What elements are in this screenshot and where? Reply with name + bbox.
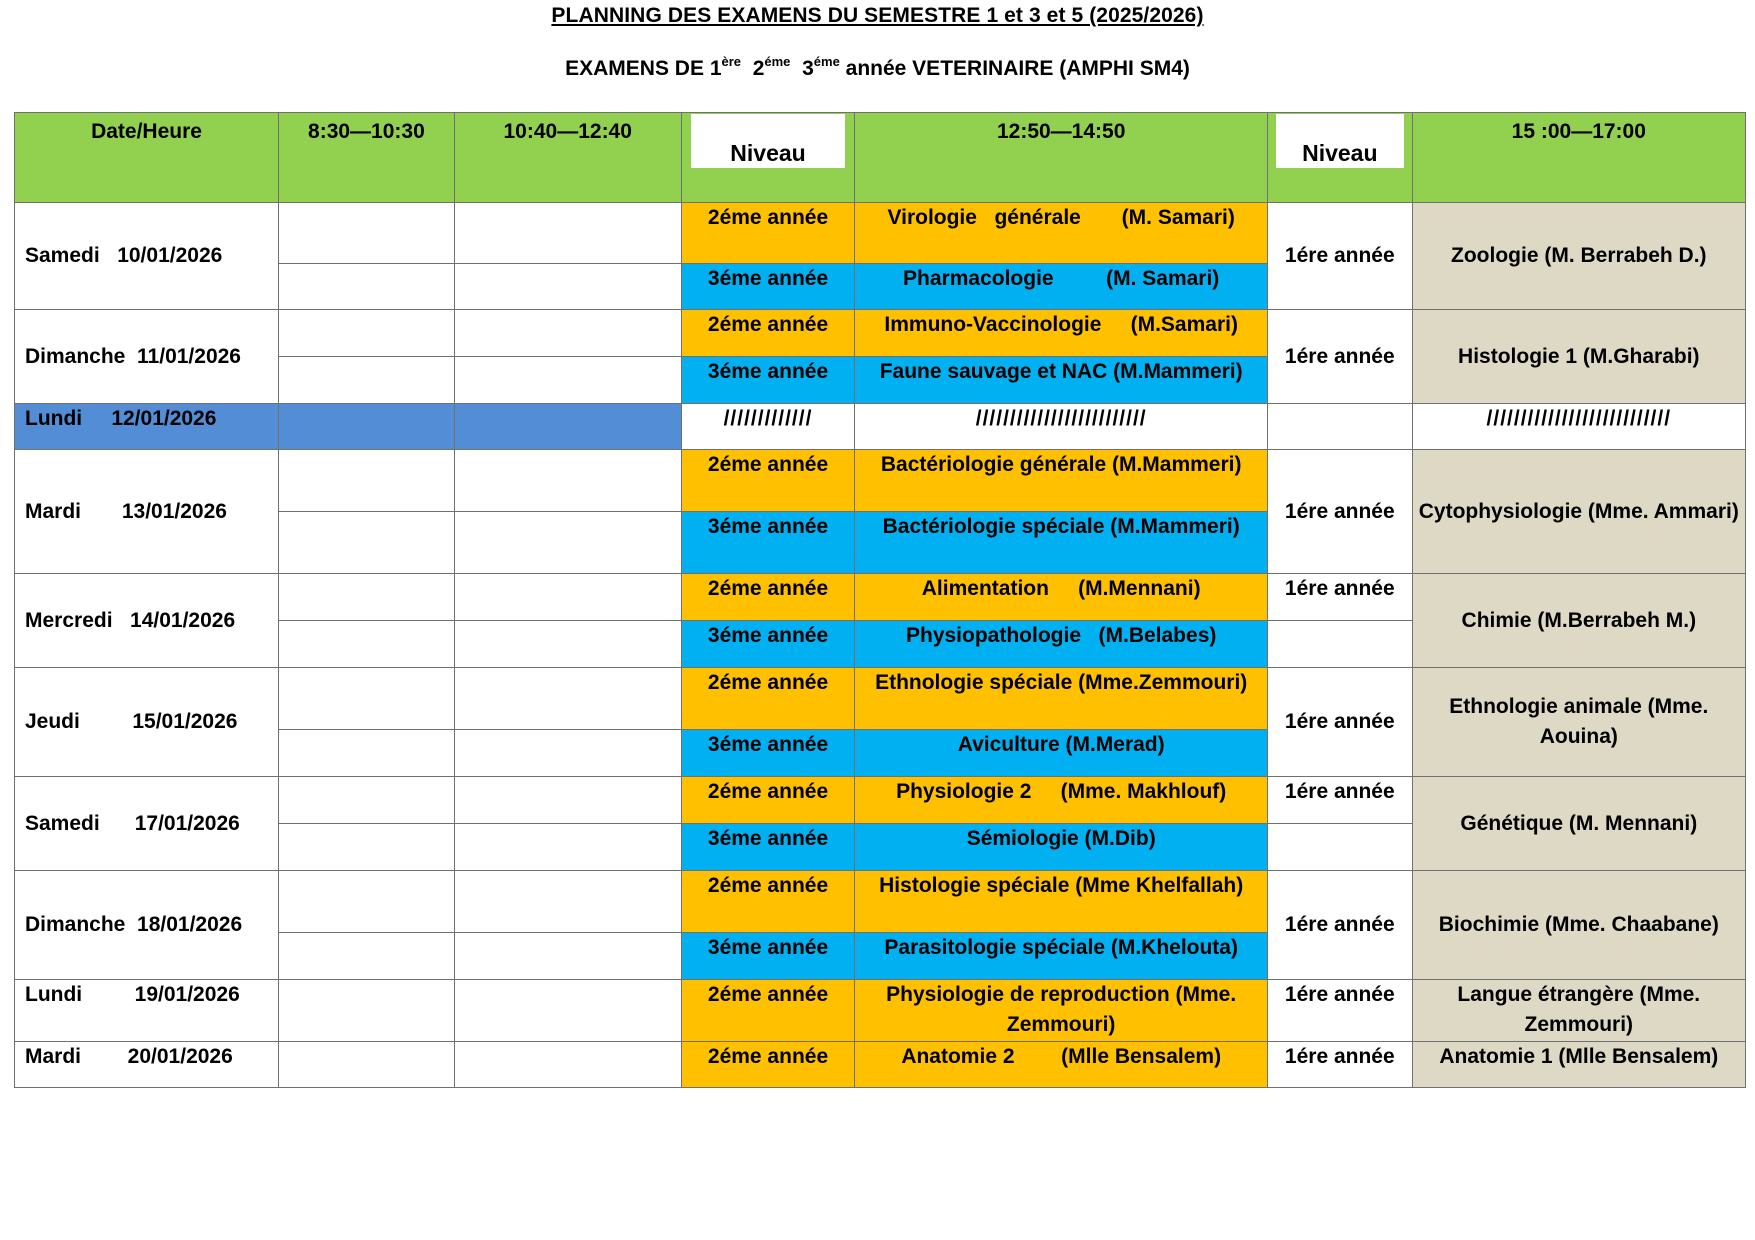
empty-cell (454, 404, 681, 450)
exam-cell: Pharmacologie (M. Samari) (855, 264, 1268, 310)
day-date: Mardi 20/01/2026 (15, 1042, 279, 1088)
exam-cell: Biochimie (Mme. Chaabane) (1412, 871, 1745, 980)
level-cell: 2éme année (681, 574, 855, 621)
level-cell: 3éme année (681, 933, 855, 980)
empty-cell (1268, 621, 1413, 668)
empty-cell (454, 621, 681, 668)
header-row (15, 113, 1746, 203)
header-slot-4: 15 :00—17:00 (1412, 113, 1745, 203)
empty-cell (454, 668, 681, 730)
table-row (15, 203, 1746, 264)
level-cell: 1ére année (1268, 668, 1413, 777)
empty-cell (279, 824, 455, 871)
table-row (15, 1042, 1746, 1088)
empty-cell (1268, 824, 1413, 871)
slash-cell: ///////////// (681, 404, 855, 450)
level-cell: 1ére année (1268, 310, 1413, 404)
exam-cell: Physiologie 2 (Mme. Makhlouf) (855, 777, 1268, 824)
exam-cell: Parasitologie spéciale (M.Khelouta) (855, 933, 1268, 980)
empty-cell (454, 512, 681, 574)
page-subtitle: EXAMENS DE 1ère $2^{éme}$ $3^{éme}$ année VETERINAIRE (AMPHI SM4) (565, 54, 1190, 80)
slash-cell: /////////////////////////// (1412, 404, 1745, 450)
day-date: Lundi 12/01/2026 (15, 404, 279, 450)
exam-cell: Aviculture (M.Merad) (855, 730, 1268, 777)
exam-schedule-table (14, 112, 1746, 1088)
empty-cell (279, 264, 455, 310)
empty-cell (454, 357, 681, 404)
exam-cell: Ethnologie spéciale (Mme.Zemmouri) (855, 668, 1268, 730)
day-date: Dimanche 18/01/2026 (15, 871, 279, 980)
level-cell: 2éme année (681, 871, 855, 933)
level-cell: 2éme année (681, 203, 855, 264)
empty-cell (279, 871, 455, 933)
level-cell: 3éme année (681, 730, 855, 777)
day-date: Mardi 13/01/2026 (15, 450, 279, 574)
table-row (15, 574, 1746, 621)
header-slot-2: 10:40—12:40 (454, 113, 681, 203)
empty-cell (279, 357, 455, 404)
exam-cell: Ethnologie animale (Mme. Aouina) (1412, 668, 1745, 777)
exam-cell: Bactériologie générale (M.Mammeri) (855, 450, 1268, 512)
level-cell: 3éme année (681, 512, 855, 574)
empty-cell (454, 203, 681, 264)
level-cell: 1ére année (1268, 980, 1413, 1042)
empty-cell (279, 980, 455, 1042)
exam-cell: Virologie générale (M. Samari) (855, 203, 1268, 264)
header-slot-1: 8:30—10:30 (279, 113, 455, 203)
exam-cell: Zoologie (M. Berrabeh D.) (1412, 203, 1745, 310)
empty-cell (279, 310, 455, 357)
empty-cell (454, 933, 681, 980)
header-niveau-right: Niveau (1268, 113, 1413, 203)
level-cell: 3éme année (681, 357, 855, 404)
day-date: Mercredi 14/01/2026 (15, 574, 279, 668)
level-cell: 3éme année (681, 621, 855, 668)
day-date: Jeudi 15/01/2026 (15, 668, 279, 777)
exam-cell: Cytophysiologie (Mme. Ammari) (1412, 450, 1745, 574)
empty-cell (454, 980, 681, 1042)
level-cell: 2éme année (681, 310, 855, 357)
empty-cell (279, 621, 455, 668)
header-slot-3: 12:50—14:50 (855, 113, 1268, 203)
table-row (15, 668, 1746, 730)
empty-cell (279, 404, 455, 450)
exam-cell: Bactériologie spéciale (M.Mammeri) (855, 512, 1268, 574)
day-date: Lundi 19/01/2026 (15, 980, 279, 1042)
level-cell: 2éme année (681, 668, 855, 730)
day-date: Samedi 17/01/2026 (15, 777, 279, 871)
exam-cell: Chimie (M.Berrabeh M.) (1412, 574, 1745, 668)
exam-cell: Anatomie 1 (Mlle Bensalem) (1412, 1042, 1745, 1088)
empty-cell (279, 574, 455, 621)
empty-cell (454, 777, 681, 824)
day-date: Dimanche 11/01/2026 (15, 310, 279, 404)
level-cell: 2éme année (681, 980, 855, 1042)
exam-cell: Sémiologie (M.Dib) (855, 824, 1268, 871)
exam-cell: Anatomie 2 (Mlle Bensalem) (855, 1042, 1268, 1088)
table-row (15, 450, 1746, 512)
table-row (15, 404, 1746, 450)
level-cell: 2éme année (681, 450, 855, 512)
header-niveau-left: Niveau (681, 113, 855, 203)
exam-cell: Génétique (M. Mennani) (1412, 777, 1745, 871)
empty-cell (454, 450, 681, 512)
empty-cell (279, 203, 455, 264)
level-cell: 1ére année (1268, 1042, 1413, 1088)
empty-cell (454, 730, 681, 777)
header-date: Date/Heure (15, 113, 279, 203)
empty-cell (279, 933, 455, 980)
table-row (15, 310, 1746, 357)
table-row (15, 871, 1746, 933)
level-cell: 3éme année (681, 264, 855, 310)
level-cell: 3éme année (681, 824, 855, 871)
page-title: PLANNING DES EXAMENS DU SEMESTRE 1 et 3 et 5 (2025/2026) (551, 4, 1204, 27)
level-cell: 1ére année (1268, 450, 1413, 574)
exam-cell: Histologie spéciale (Mme Khelfallah) (855, 871, 1268, 933)
empty-cell (1268, 404, 1413, 450)
exam-cell: Physiologie de reproduction (Mme. Zemmouri) (855, 980, 1268, 1042)
exam-cell: Alimentation (M.Mennani) (855, 574, 1268, 621)
empty-cell (279, 668, 455, 730)
level-cell: 1ére année (1268, 871, 1413, 980)
slash-cell: ///////////////////////// (855, 404, 1268, 450)
empty-cell (454, 574, 681, 621)
exam-cell: Langue étrangère (Mme. Zemmouri) (1412, 980, 1745, 1042)
level-cell: 2éme année (681, 1042, 855, 1088)
empty-cell (279, 1042, 455, 1088)
exam-cell: Physiopathologie (M.Belabes) (855, 621, 1268, 668)
empty-cell (454, 1042, 681, 1088)
empty-cell (454, 824, 681, 871)
level-cell: 1ére année (1268, 777, 1413, 824)
empty-cell (279, 777, 455, 824)
empty-cell (279, 512, 455, 574)
day-date: Samedi 10/01/2026 (15, 203, 279, 310)
level-cell: 1ére année (1268, 574, 1413, 621)
empty-cell (279, 730, 455, 777)
level-cell: 1ére année (1268, 203, 1413, 310)
level-cell: 2éme année (681, 777, 855, 824)
table-row (15, 777, 1746, 824)
empty-cell (454, 310, 681, 357)
exam-cell: Histologie 1 (M.Gharabi) (1412, 310, 1745, 404)
exam-cell: Immuno-Vaccinologie (M.Samari) (855, 310, 1268, 357)
table-row (15, 980, 1746, 1042)
exam-cell: Faune sauvage et NAC (M.Mammeri) (855, 357, 1268, 404)
empty-cell (279, 450, 455, 512)
empty-cell (454, 264, 681, 310)
empty-cell (454, 871, 681, 933)
